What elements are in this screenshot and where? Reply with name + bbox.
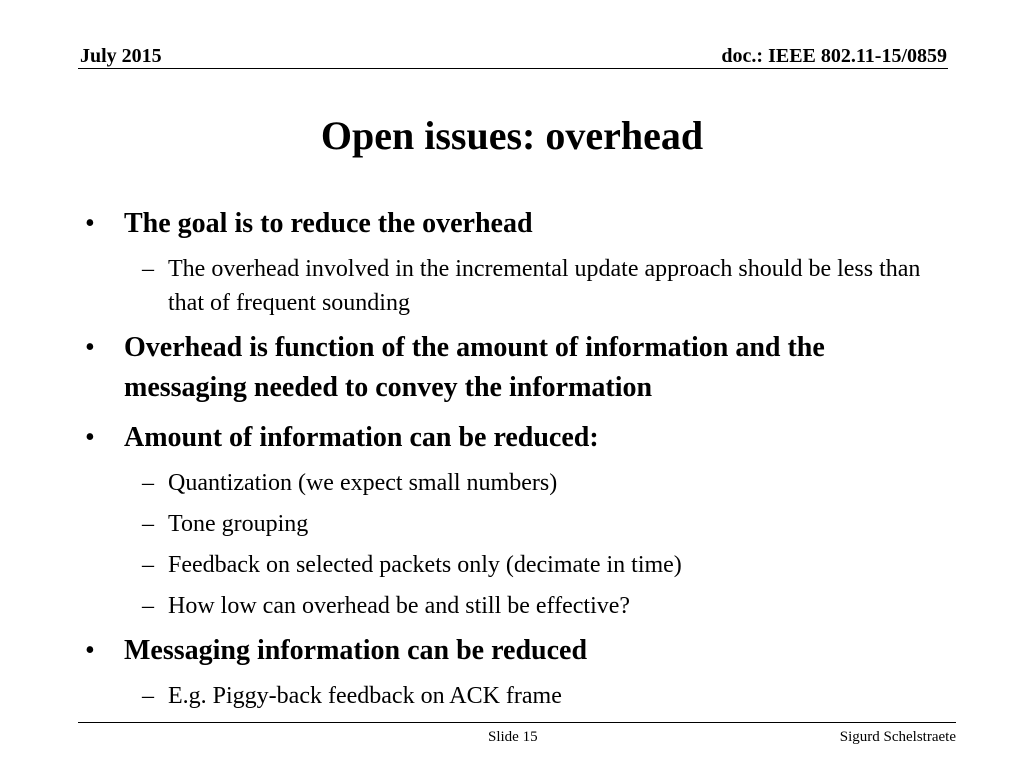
dash-icon: – bbox=[142, 552, 154, 578]
bullet-text: Messaging information can be reduced bbox=[124, 635, 588, 666]
sub-bullet-item bbox=[142, 252, 944, 320]
dash-icon: – bbox=[142, 683, 154, 709]
bullet-icon: • bbox=[85, 208, 95, 239]
sub-bullet-item bbox=[142, 679, 944, 713]
dash-icon: – bbox=[142, 470, 154, 496]
sub-bullet-text: The overhead involved in the incremental update approach should be less than that of frequent sounding bbox=[168, 256, 921, 316]
header-date: July 2015 bbox=[80, 45, 162, 67]
sub-bullet-item bbox=[142, 548, 944, 582]
footer-author: Sigurd Schelstraete bbox=[839, 729, 956, 745]
bullet-text: Amount of information can be reduced: bbox=[124, 422, 599, 453]
bullet-icon: • bbox=[85, 422, 95, 453]
bullet-icon: • bbox=[85, 635, 95, 666]
bullet-item bbox=[85, 328, 944, 408]
dash-icon: – bbox=[142, 511, 154, 537]
sub-bullet-text: How low can overhead be and still be effective? bbox=[168, 593, 631, 619]
sub-bullet-item bbox=[142, 589, 944, 623]
sub-bullet-item bbox=[142, 466, 944, 500]
bullet-item bbox=[85, 631, 944, 671]
slide-number: Slide 15 bbox=[488, 729, 538, 745]
sub-bullet-text: E.g. Piggy-back feedback on ACK frame bbox=[168, 683, 562, 709]
sub-bullet-text: Feedback on selected packets only (decimate in time) bbox=[168, 552, 682, 578]
bullet-text: The goal is to reduce the overhead bbox=[124, 208, 533, 239]
dash-icon: – bbox=[142, 593, 154, 619]
sub-bullet-text: Tone grouping bbox=[168, 511, 309, 537]
dash-icon: – bbox=[142, 256, 154, 282]
sub-bullet-item bbox=[142, 507, 944, 541]
footer-divider bbox=[78, 722, 956, 723]
sub-bullet-text: Quantization (we expect small numbers) bbox=[168, 470, 558, 496]
bullet-item bbox=[85, 204, 944, 244]
bullet-item bbox=[85, 418, 944, 458]
header-divider bbox=[78, 68, 948, 69]
bullet-text: Overhead is function of the amount of information and the messaging needed to convey the information bbox=[124, 332, 825, 403]
bullet-icon: • bbox=[85, 332, 95, 363]
header-doc-id: doc.: IEEE 802.11-15/0859 bbox=[721, 45, 947, 67]
slide-title: Open issues: overhead bbox=[320, 113, 704, 158]
